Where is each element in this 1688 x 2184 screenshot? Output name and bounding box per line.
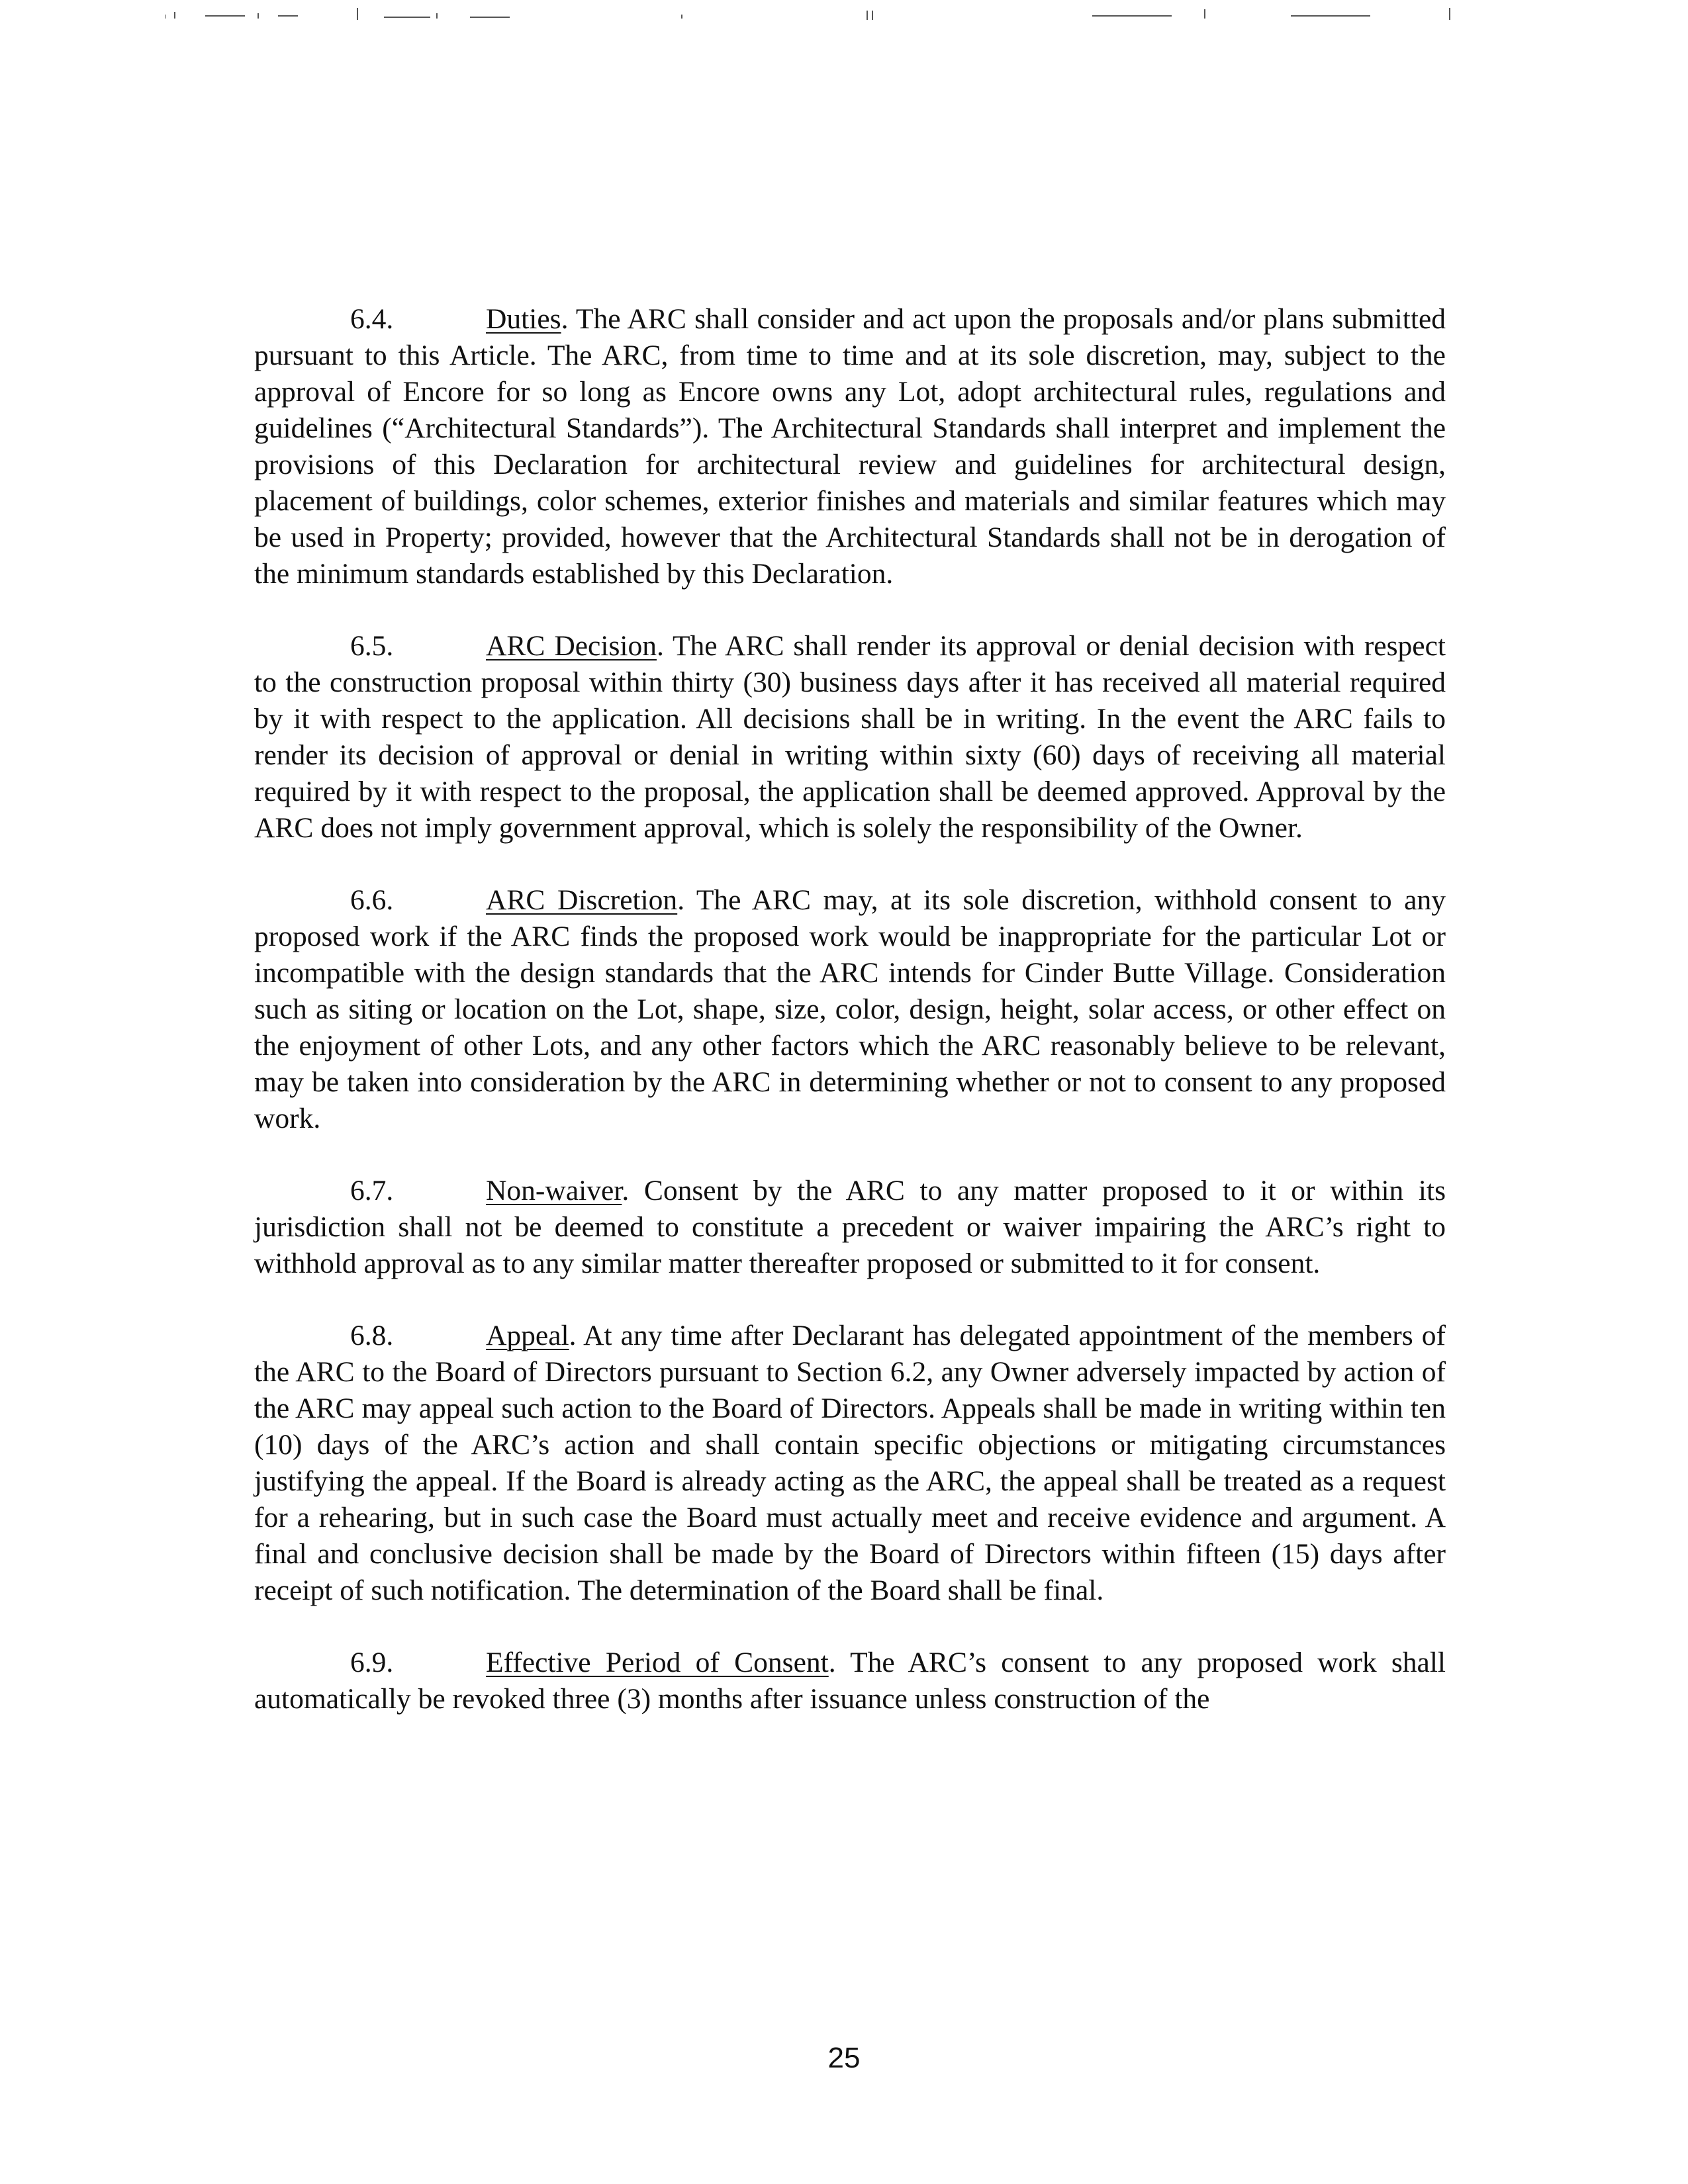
paragraph: [254, 1318, 1446, 1609]
section-6-5: [254, 628, 1446, 846]
section-heading: Effective Period of Consent: [486, 1647, 829, 1678]
section-text: . The ARC shall consider and act upon the proposals and/or plans submitted pursuant to this Article. The ARC, from time to time and at its sole discretion, may, subject to the approval of Encore for so long as Encore owns any Lot, adopt architectural rules, regulations and guidelines (“Architectural Standards”). The Architectural Standards shall interpret and implement the provisions of this Declaration for architectural review and guidelines for architectural design, placement of buildings, color schemes, exterior finishes and materials and similar features which may be used in Property; provided, however that the Architectural Standards shall not be in derogation of the minimum standards established by this Declaration.: [254, 303, 1446, 590]
page-number: 25: [827, 2042, 861, 2074]
section-6-6: [254, 882, 1446, 1137]
section-text: . The ARC’s consent to any proposed work shall automatically be revoked three (3) months after issuance unless construction of the: [254, 1647, 1446, 1715]
paragraph: [254, 628, 1446, 846]
section-6-9: [254, 1645, 1446, 1717]
scan-artifact-marks: [165, 5, 1456, 21]
document-body: [254, 301, 1446, 1753]
section-number: 6.6.: [350, 884, 394, 916]
paragraph: [254, 1645, 1446, 1717]
paragraph: [254, 301, 1446, 592]
section-text: . The ARC may, at its sole discretion, withhold consent to any proposed work if the ARC finds the proposed work would be inappropriate for the particular Lot or incompatible with the design standards that the ARC intends for Cinder Butte Village. Consideration such as siting or location on the Lot, shape, size, color, design, height, solar access, or other effect on the enjoyment of other Lots, and any other factors which the ARC reasonably believe to be relevant, may be taken into consideration by the ARC in determining whether or not to consent to any proposed work.: [254, 884, 1446, 1134]
section-6-4: [254, 301, 1446, 592]
section-number: 6.9.: [350, 1647, 394, 1678]
section-text: . At any time after Declarant has delegated appointment of the members of the ARC to the Board of Directors pursuant to Section 6.2, any Owner adversely impacted by action of the ARC may appeal such action to the Board of Directors. Appeals shall be made in writing within ten (10) days of the ARC’s action and shall contain specific objections or mitigating circumstances justifying the appeal. If the Board is already acting as the ARC, the appeal shall be treated as a request for a rehearing, but in such case the Board must actually meet and receive evidence and argument. A final and conclusive decision shall be made by the Board of Directors within fifteen (15) days after receipt of such notification. The determination of the Board shall be final.: [254, 1320, 1446, 1606]
section-heading: ARC Discretion: [486, 884, 678, 916]
section-heading: Duties: [486, 303, 561, 335]
section-number: 6.7.: [350, 1175, 394, 1206]
section-number: 6.4.: [350, 303, 394, 335]
section-text: . Consent by the ARC to any matter proposed to it or within its jurisdiction shall not be deemed to constitute a precedent or waiver impairing the ARC’s right to withhold approval as to any similar matter thereafter proposed or submitted to it for consent.: [254, 1175, 1446, 1279]
section-text: . The ARC shall render its approval or denial decision with respect to the construction proposal within thirty (30) business days after it has received all material required by it with respect to the application. All decisions shall be in writing. In the event the ARC fails to render its decision of approval or denial in writing within sixty (60) days of receiving all material required by it with respect to the proposal, the application shall be deemed approved. Approval by the ARC does not imply government approval, which is solely the responsibility of the Owner.: [254, 630, 1446, 844]
section-heading: Non-waiver: [486, 1175, 622, 1206]
section-6-7: [254, 1173, 1446, 1282]
section-number: 6.8.: [350, 1320, 394, 1351]
section-heading: Appeal: [486, 1320, 569, 1351]
paragraph: [254, 1173, 1446, 1282]
section-heading: ARC Decision: [486, 630, 657, 662]
section-6-8: [254, 1318, 1446, 1609]
paragraph: [254, 882, 1446, 1137]
section-number: 6.5.: [350, 630, 394, 662]
